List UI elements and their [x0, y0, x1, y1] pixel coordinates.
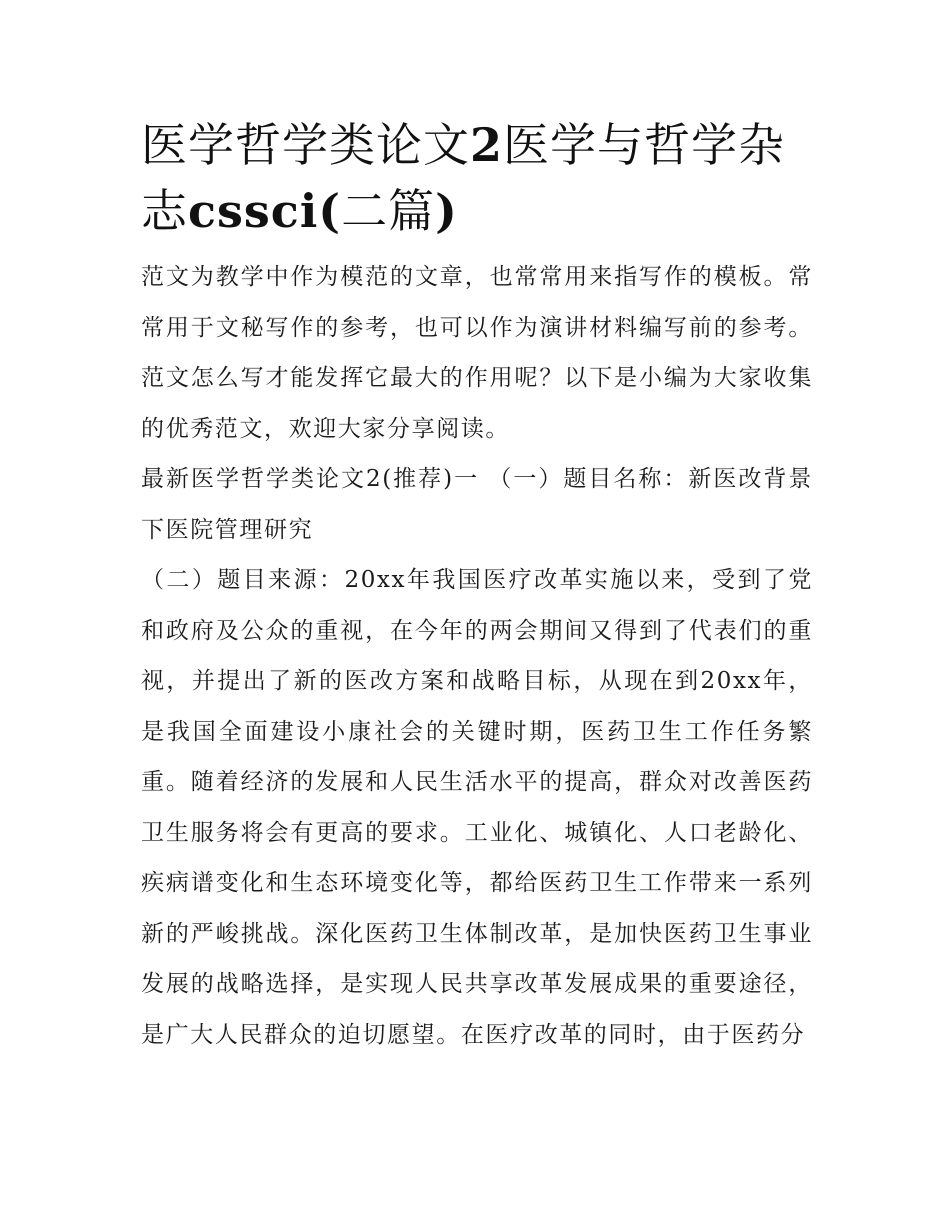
- title-part: 2: [470, 118, 504, 172]
- title-part: 医学与哲学杂志: [141, 118, 786, 238]
- document-body: [141, 112, 813, 1060]
- intro-paragraph: 范文为教学中作为模范的文章，也常常用来指写作的模板。常常用于文秘写作的参考，也可以作为演讲材料编写前的参考。范文怎么写才能发挥它最大的作用呢？以下是小编为大家收集的优秀范文，欢迎大家分享阅读。: [141, 264, 813, 442]
- body-paragraph: （二）题目来源：20xx年我国医疗改革实施以来，受到了党和政府及公众的重视，在今年的两会期间又得到了代表们的重视，并提出了新的医改方案和战略目标，从现在到20xx年，是我国全面建设小康社会的关键时期，医药卫生工作任务繁重。随着经济的发展和人民生活水平的提高，群众对改善医药卫生服务将会有更高的要求。工业化、城镇化、人口老龄化、疾病谱变化和生态环境变化等，都给医药卫生工作带来一系列新的严峻挑战。深化医药卫生体制改革，是加快医药卫生事业发展的战略选择，是实现人民共享改革发展成果的重要途径，是广大人民群众的迫切愿望。在医疗改革的同时，由于医药分: [141, 567, 813, 1048]
- title-part: (: [318, 184, 342, 238]
- title-part: cssci: [188, 184, 319, 238]
- title-part: 医学哲学类论文: [141, 118, 470, 172]
- title-part: ): [435, 184, 458, 238]
- section-heading-paragraph: 最新医学哲学类论文2(推荐)一 （一）题目名称：新医改背景下医院管理研究: [141, 466, 813, 543]
- title-part: 二篇: [341, 184, 436, 238]
- document-title: [141, 112, 813, 244]
